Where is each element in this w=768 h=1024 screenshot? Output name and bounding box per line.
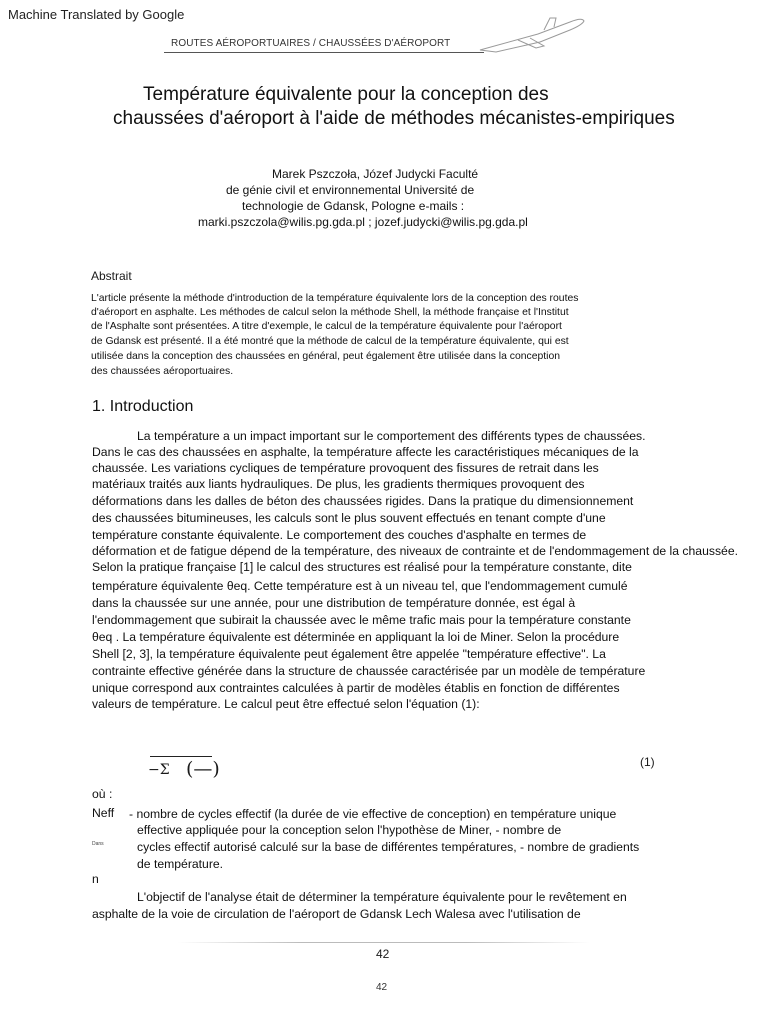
paper-title-line-1: Température équivalente pour la conception des [143,84,549,105]
body-line: unique correspond aux contraintes calculées à partir de modèles établis en fonction de différentes [92,681,620,695]
body-line: contrainte effective générée dans la structure de chaussée caractérisée par un modèle de température [92,664,646,678]
section-heading-introduction: 1. Introduction [92,398,194,415]
equation-symbols: −Σ [148,762,170,778]
abstract-line: de Gdansk est présenté. Il a été montré que la méthode de calcul de la température équivalente, qui est [91,336,569,347]
body-line: température équivalente θeq. Cette température est à un niveau tel, que l'endommagement cumulé [92,579,628,593]
authors-line-3: technologie de Gdansk, Pologne e-mails : [242,199,465,213]
abstract-line: utilisée dans la conception des chaussées en général, peut également être utilisée dans la conception [91,351,561,362]
definition-line: cycles effectif autorisé calculé sur la base de différentes températures, - nombre de gradients [137,840,640,854]
abstract-heading: Abstrait [91,269,132,283]
abstract-line: L'article présente la méthode d'introduction de la température équivalente lors de la conception des routes [91,293,579,304]
body-line: dans la chaussée sur une année, pour une distribution de température donnée, est égal à [92,596,576,610]
equation-fraction-parens: (—) [186,758,220,780]
body-line: Shell [2, 3], la température équivalente peut également être appelée "température effective". La [92,647,606,661]
body-line: Dans le cas des chaussées en asphalte, la température affecte les caractéristiques mécaniques de la [92,445,639,459]
equation-number: (1) [640,755,655,769]
body-line: déformation et de fatigue dépend de la température, des niveaux de contrainte et de l'endommagement de la chaussée. [92,544,738,558]
body-line: La température a un impact important sur le comportement des différents types de chaussées. [137,429,646,443]
running-title: ROUTES AÉROPORTUAIRES / CHAUSSÉES D'AÉROPORT [171,38,451,49]
paper-title-line-2: chaussées d'aéroport à l'aide de méthodes mécanistes-empiriques [113,108,675,129]
authors-line-1: Marek Pszczoła, Józef Judycki Faculté [272,167,479,181]
body-line: Selon la pratique française [1] le calcul des structures est réalisé pour la température constante, dite [92,560,632,574]
page-number: 42 [376,947,390,961]
body-line: valeurs de température. Le calcul peut être effectué selon l'équation (1): [92,697,480,711]
where-label: où : [92,787,113,801]
machine-translated-banner: Machine Translated by Google [8,7,185,22]
abstract-line: de l'Asphalte sont présentées. A titre d'exemple, le calcul de la température équivalente pour l'aéroport [91,321,562,332]
definition-line: de température. [137,857,224,871]
body-line: L'objectif de l'analyse était de déterminer la température équivalente pour le revêtement en [137,890,627,904]
body-line: matériaux traités aux liants hydrauliques. De plus, les gradients thermiques provoquent des [92,477,585,491]
definition-line: effective appliquée pour la conception selon l'hypothèse de Miner, - nombre de [137,823,562,837]
authors-emails: marki.pszczola@wilis.pg.gda.pl ; jozef.judycki@wilis.pg.gda.pl [198,215,528,229]
abstract-line: des chaussées aéroportuaires. [91,366,234,377]
body-line: l'endommagement que subirait la chaussée avec le même trafic mais pour la température constante [92,613,631,627]
body-line: déformations dans les dalles de béton des chaussées rigides. Dans la pratique du dimensionnement [92,494,634,508]
symbol-n: n [92,872,99,886]
header-rule [164,52,484,53]
body-line: θeq . La température équivalente est déterminée en appliquant la loi de Miner. Selon la procédure [92,630,620,644]
body-line: température constante équivalente. Le comportement des couches d'asphalte en termes de [92,528,587,542]
footer-rule [178,942,590,943]
symbol-dans: Dans [92,841,104,847]
body-line: des chaussées bitumineuses, les calculs sont le plus souvent effectués en tenant compte d'une [92,511,606,525]
airplane-icon [478,14,588,54]
symbol-neff: Neff [92,806,115,820]
abstract-line: d'aéroport en asphalte. Les méthodes de calcul selon la méthode Shell, la méthode française et l'Institut [91,307,569,318]
body-line: chaussée. Les variations cycliques de température provoquent des fissures de retrait dans les [92,461,599,475]
equation-overbar [150,756,212,757]
authors-line-2: de génie civil et environnemental Université de [226,183,475,197]
page-number-footer: 42 [376,982,388,993]
body-line: asphalte de la voie de circulation de l'aéroport de Gdansk Lech Walesa avec l'utilisation de [92,907,581,921]
definition-line: - nombre de cycles effectif (la durée de vie effective de conception) en température unique [129,807,617,821]
